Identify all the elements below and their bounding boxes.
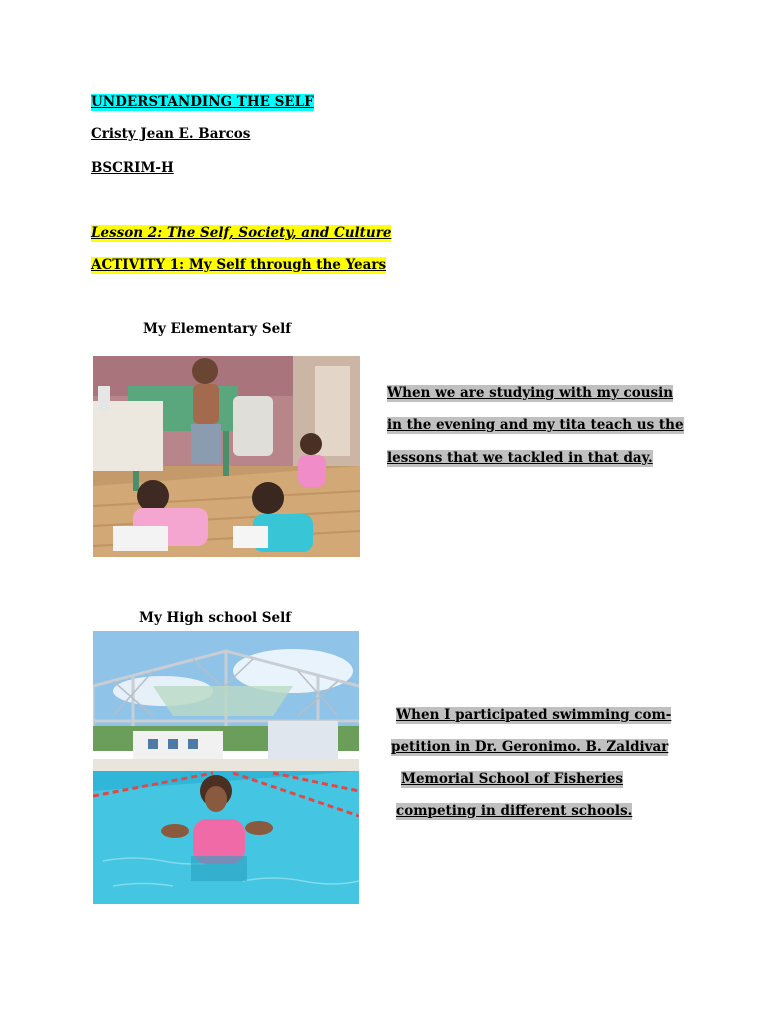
- highschool-caption: My High school Self: [139, 610, 292, 626]
- highschool-photo: [93, 631, 359, 904]
- elementary-text-line-3: lessons that we tackled in that day.: [387, 450, 653, 466]
- lesson-title: Lesson 2: The Self, Society, and Culture: [91, 225, 392, 241]
- student-name: Cristy Jean E. Barcos: [91, 126, 251, 142]
- highschool-text-line-2: petition in Dr. Geronimo. B. Zaldivar: [391, 739, 669, 755]
- elementary-text-line-2: in the evening and my tita teach us the: [387, 417, 684, 433]
- highschool-text-line-3: Memorial School of Fisheries: [401, 771, 623, 787]
- subject-title: UNDERSTANDING THE SELF: [91, 94, 314, 110]
- elementary-caption: My Elementary Self: [143, 321, 292, 337]
- highschool-text-line-4: competing in different schools.: [396, 803, 633, 819]
- highschool-text-line-1: When I participated swimming com-: [396, 707, 672, 723]
- section-label: BSCRIM-H: [91, 160, 174, 176]
- elementary-photo: [93, 356, 360, 557]
- activity-title: ACTIVITY 1: My Self through the Years: [91, 257, 387, 273]
- elementary-text-line-1: When we are studying with my cousin: [387, 385, 674, 401]
